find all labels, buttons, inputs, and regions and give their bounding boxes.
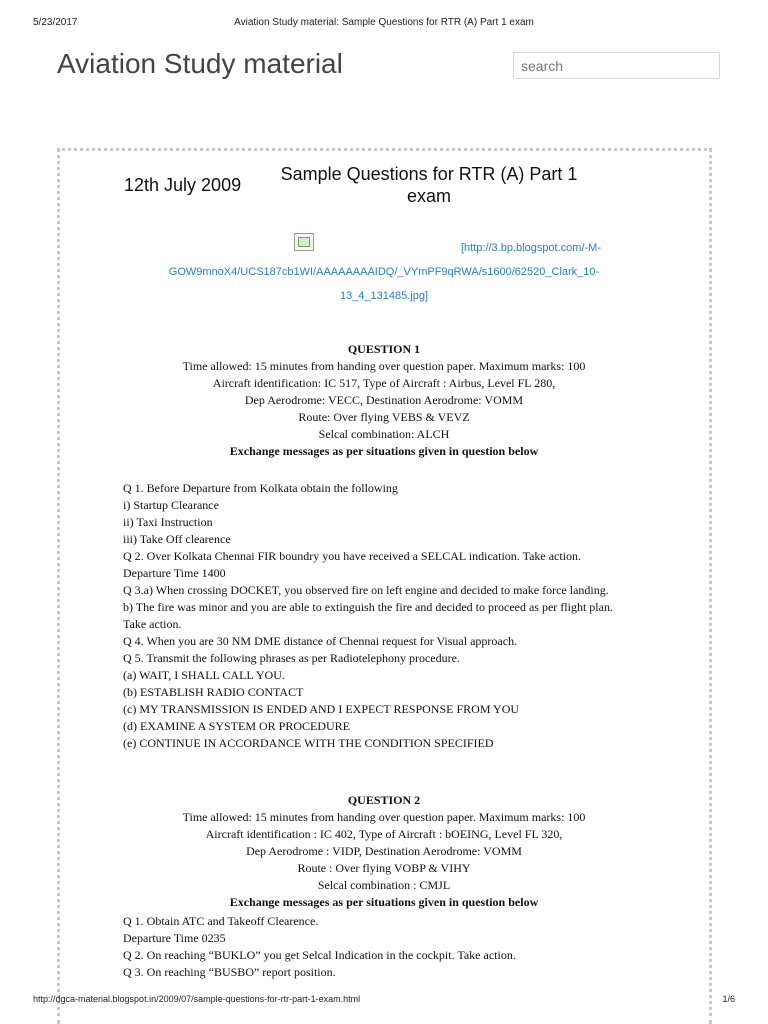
question1-line: ii) Taxi Instruction	[123, 515, 213, 529]
question1-meta-line: Selcal combination: ALCH	[318, 427, 450, 441]
question1-meta-line: Time allowed: 15 minutes from handing over question paper. Maximum marks: 100	[182, 359, 586, 373]
question1-meta-line: Aircraft identification: IC 517, Type of Aircraft : Airbus, Level FL 280,	[212, 376, 556, 390]
question1-line: Q 3.a) When crossing DOCKET, you observed fire on left engine and decided to make force landing.	[123, 583, 609, 597]
question2-line: Q 1. Obtain ATC and Takeoff Clearence.	[123, 914, 319, 928]
question1-line: (d) EXAMINE A SYSTEM OR PROCEDURE	[123, 719, 351, 733]
question1-line: Q 4. When you are 30 NM DME distance of Chennai request for Visual approach.	[123, 634, 518, 648]
print-date: 5/23/2017	[33, 17, 78, 28]
question2-meta-line: Aircraft identification : IC 402, Type of Aircraft : bOEING, Level FL 320,	[205, 827, 563, 841]
question1-line: (e) CONTINUE IN ACCORDANCE WITH THE CONDITION SPECIFIED	[123, 736, 494, 750]
question1-line: (c) MY TRANSMISSION IS ENDED AND I EXPECT RESPONSE FROM YOU	[123, 702, 520, 716]
question1-meta-line: Dep Aerodrome: VECC, Destination Aerodrome: VOMM	[244, 393, 524, 407]
question2-meta-line: Dep Aerodrome : VIDP, Destination Aerodrome: VOMM	[246, 844, 522, 858]
image-link-line: 13_4_131485.jpg]	[339, 290, 429, 302]
print-page-number: 1/6	[722, 994, 735, 1004]
question1-body	[123, 480, 631, 752]
question2-body	[123, 913, 643, 981]
question2-line: Q 3. On reaching “BUSBO” report position.	[123, 965, 336, 979]
question1-line: b) The fire was minor and you are able to extinguish the fire and decided to proceed as per flight plan. Take action.	[123, 600, 613, 631]
question1-line: Departure Time 1400	[123, 566, 226, 580]
print-header	[0, 0, 768, 48]
print-footer	[0, 994, 768, 1024]
question1-meta-line: Route: Over flying VEBS & VEVZ	[298, 410, 470, 424]
print-page-title: Aviation Study material: Sample Questions for RTR (A) Part 1 exam	[234, 17, 534, 28]
blog-title-link[interactable]: Aviation Study material	[57, 48, 343, 79]
question2-line: Departure Time 0235	[123, 931, 226, 945]
print-url: http://dgca-material.blogspot.in/2009/07/sample-questions-for-rtr-part-1-exam.html	[33, 994, 361, 1004]
question1-header	[120, 341, 648, 460]
post-date: 12th July 2009	[124, 175, 242, 195]
question1-line: (a) WAIT, I SHALL CALL YOU.	[123, 668, 285, 682]
question1-line: (b) ESTABLISH RADIO CONTACT	[123, 685, 304, 699]
image-link-line: GOW9mnoX4/UCS187cb1WI/AAAAAAAAIDQ/_VYmPF9qRWA/s1600/62520_Clark_10-	[168, 266, 600, 278]
question2-line: Q 2. On reaching “BUKLO” you get Selcal Indication in the cockpit. Take action.	[123, 948, 516, 962]
question1-line: i) Startup Clearance	[123, 498, 219, 512]
question2-instruction: Exchange messages as per situations given in question below	[229, 895, 539, 909]
image-link[interactable]	[140, 236, 628, 308]
question1-line: Q 5. Transmit the following phrases as per Radiotelephony procedure.	[123, 651, 460, 665]
question1-line: Q 2. Over Kolkata Chennai FIR boundry you have received a SELCAL indication. Take action.	[123, 549, 582, 563]
question1-line: Q 1. Before Departure from Kolkata obtain the following	[123, 481, 398, 495]
question2-heading: QUESTION 2	[347, 793, 421, 807]
question2-meta-line: Time allowed: 15 minutes from handing over question paper. Maximum marks: 100	[182, 810, 586, 824]
image-link-line: [http://3.bp.blogspot.com/-M-	[460, 242, 601, 254]
question2-meta-line: Route : Over flying VOBP & VIHY	[297, 861, 471, 875]
question1-line: iii) Take Off clearence	[123, 532, 231, 546]
question1-instruction: Exchange messages as per situations given in question below	[229, 444, 539, 458]
search-input[interactable]	[513, 52, 720, 79]
question2-header	[120, 792, 648, 911]
question2-meta-line: Selcal combination : CMJL	[317, 878, 451, 892]
post-title: Sample Questions for RTR (A) Part 1 exam	[280, 164, 578, 206]
question1-heading: QUESTION 1	[347, 342, 421, 356]
